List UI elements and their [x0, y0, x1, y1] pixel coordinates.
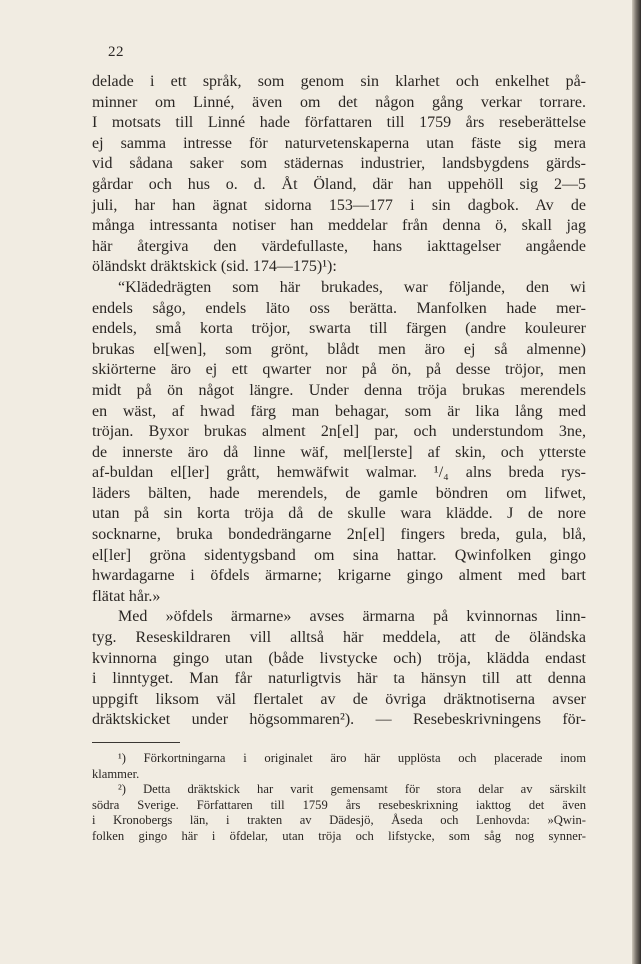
body-text-line: kvinnorna gingo utan (både livstycke och) tröja, klädda endast	[92, 649, 586, 667]
body-text-line: en wäst, af hwad färg man behagar, som är lika lång med	[92, 402, 586, 420]
body-text-line: de innerste äro då linne wäf, mel[lerste] af skin, och ytterste	[92, 443, 586, 461]
body-text-line: skiörterne äro ej ett qwarter nor på ön, på desse tröjor, men	[92, 361, 586, 379]
page-number: 22	[108, 44, 124, 60]
footnote-line: södra Sverige. Författaren till 1759 års resebeskrixning iakttog det även	[92, 797, 586, 812]
body-text-line: hwardagarne i öfdels ärmarne; krigarne gingo alment med bart	[92, 567, 586, 585]
body-text-line: endels sågo, endels läto oss berätta. Manfolken hade mer-	[92, 299, 586, 317]
body-text-line: el[ler] gröna sidentygsband om sina hattar. Qwinfolken gingo	[92, 546, 586, 564]
body-text-line: dräktskicket under högsommaren²). — Resebeskrivningens för-	[92, 711, 586, 729]
body-text-line: I motsats till Linné hade författaren till 1759 års reseberättelse	[92, 114, 586, 132]
body-text-line: många intressanta notiser han meddelar från denna ö, skall jag	[92, 217, 586, 235]
footnote-line: ²) Detta dräktskick har varit gemensamt för stora delar av särskilt	[118, 782, 586, 796]
body-text-line: “Klädedrägten som här brukades, war följande, den wi	[118, 278, 586, 296]
body-text-line: Med »öfdels ärmarne» avses ärmarna på kvinnornas linn-	[118, 608, 586, 626]
body-text-line: midt på ön något längre. Under denna tröja brukas merendels	[92, 381, 586, 399]
footnote-divider	[92, 742, 180, 743]
body-text-line: uppgift liksom väl flertalet av de övriga dräktnotiserna avser	[92, 690, 586, 708]
body-text-line: delade i ett språk, som genom sin klarhet och enkelhet på-	[92, 73, 586, 90]
footnote-line: ¹) Förkortningarna i originalet äro här upplösta och placerade inom	[118, 751, 586, 765]
body-text-line: vid sådana saker som städernas industrier, landsbygdens gärds-	[92, 155, 586, 173]
body-text-line: här återgiva den värdefullaste, hans iakttagelser angående	[92, 237, 586, 255]
footnote-line: folken gingo här i öfdelar, utan tröja och lifstycke, som såg nog synner-	[92, 828, 586, 843]
body-text-line: af-buldan el[ler] grått, hemwäfwit walmar. ¹/₄ alns breda rys-	[92, 464, 586, 482]
body-text-line: öländskt dräktskick (sid. 174—175)¹):	[92, 258, 337, 276]
body-text-line: gårdar och hus o. d. Åt Öland, där han uppehöll sig 2—5	[92, 175, 586, 193]
body-text-line: endels, små korta tröjor, swarta till färgen (andre kouleurer	[92, 320, 586, 338]
footnotes	[92, 751, 586, 844]
body-text-line: socknarne, bruka bondedrängarne 2n[el] fingers breda, gula, blå,	[92, 526, 586, 544]
body-text-line: tyg. Reseskildraren vill alltså här meddela, att de öländska	[92, 629, 586, 647]
body-text-line: brukas el[wen], som grönt, blådt men äro ej så almenne)	[92, 340, 586, 358]
body-text-line: minner om Linné, även om det någon gång verkar torrare.	[92, 93, 586, 111]
body-text-line: läders bälten, hade merendels, de gamle böndren om lifwet,	[92, 484, 586, 502]
body-text-line: tröjan. Byxor brukas alment 2n[el] par, och understundom 3ne,	[92, 423, 586, 441]
page-binding-edge	[632, 0, 641, 964]
body-text	[92, 72, 586, 731]
body-text-line: utan på sin korta tröja då de skulle wara klädde. J de nore	[92, 505, 586, 523]
footnote-line: klammer.	[92, 766, 140, 781]
body-text-line: i linntyget. Man får naturligtvis här ta hänsyn till att denna	[92, 670, 586, 688]
footnote-line: i Kronobergs län, i trakten av Dädesjö, Åseda och Lenhovda: »Qwin-	[92, 813, 586, 827]
body-text-line: juli, har han ägnat sidorna 153—177 i sin dagbok. Av de	[92, 196, 586, 214]
body-text-line: ej samma intresse för naturvetenskaperna utan fäste sig mera	[92, 134, 586, 152]
body-text-line: flätat hår.»	[92, 587, 161, 605]
